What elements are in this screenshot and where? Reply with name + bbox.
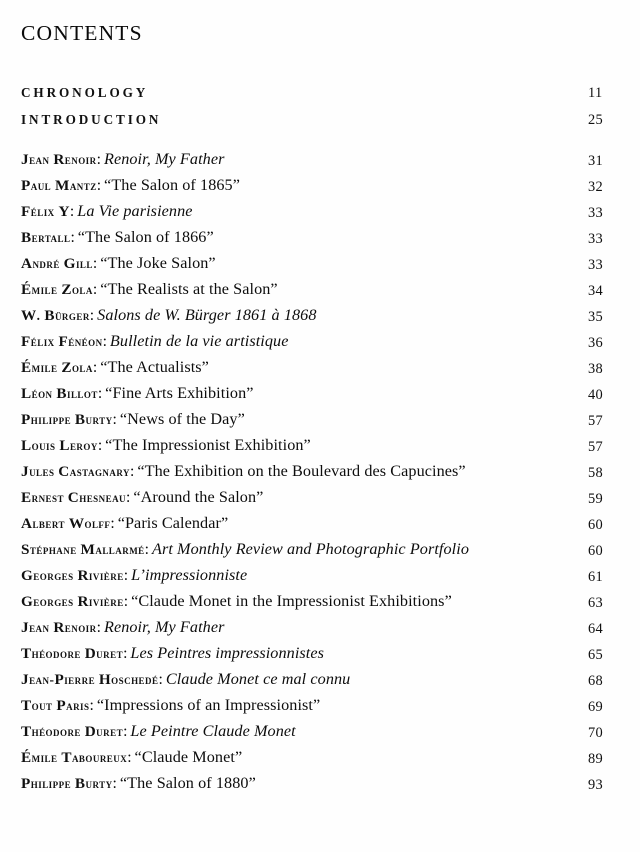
entry-separator: : [70,229,75,246]
entry-author: Paul Mantz [21,177,97,194]
entry-author: Félix Y [21,203,70,220]
entry-author: Léon Billot [21,385,98,402]
entry-page-number: 36 [588,335,603,351]
entry-author: Jean-Pierre Hoschedé [21,671,159,688]
entry-page-number: 33 [588,231,603,247]
entry-page-number: 59 [588,491,603,507]
entry-title: “Claude Monet in the Impressionist Exhibitions” [131,592,452,610]
entry-title: Renoir, My Father [103,618,225,636]
entry-page-number: 60 [588,543,603,559]
toc-entry-row[interactable] [21,722,621,742]
toc-entry-row[interactable] [21,176,621,196]
toc-entry-row[interactable] [21,670,621,690]
entry-separator: : [127,749,132,766]
entry-page-number: 65 [588,647,603,663]
entry-page-number: 69 [588,699,603,715]
entry-title: Les Peintres impressionnistes [130,644,325,662]
entry-author: Georges Rivière [21,593,124,610]
entry-page-number: 61 [588,569,603,585]
entry-author: Georges Rivière [21,567,124,584]
entry-separator: : [112,411,117,428]
entry-title: “The Salon of 1866” [77,228,214,246]
entry-author: Jules Castagnary [21,463,130,480]
toc-frontmatter-row[interactable] [21,84,621,104]
entry-page-number: 34 [588,283,603,299]
entry-title: “The Salon of 1880” [119,774,256,792]
frontmatter-page-number: 25 [588,112,603,128]
entry-author: Théodore Duret [21,723,124,740]
entry-separator: : [89,307,95,324]
entry-separator: : [144,541,149,558]
entry-title: “Paris Calendar” [117,514,229,532]
entry-author: Stéphane Mallarmé [21,541,145,558]
entry-title: “The Exhibition on the Boulevard des Capucines” [137,462,466,480]
entry-page-number: 57 [588,413,603,429]
entry-page-number: 89 [588,751,603,767]
frontmatter-label: CHRONOLOGY [21,85,149,100]
toc-entry-row[interactable] [21,514,621,534]
entry-title: “Claude Monet” [134,748,243,766]
toc-entry-row[interactable] [21,748,621,768]
entry-title: Renoir, My Father [103,150,225,168]
frontmatter-label: INTRODUCTION [21,112,162,127]
entry-separator: : [96,619,101,636]
entry-author: Félix Fénéon [21,333,103,350]
frontmatter-page-number: 11 [588,85,603,101]
entry-title: L’impressionniste [131,566,248,584]
entry-author: Émile Taboureux [21,749,128,766]
entry-separator: : [92,255,98,272]
entry-separator: : [97,437,103,454]
entry-title: Art Monthly Review and Photographic Portfolio [152,540,470,558]
toc-entry-row[interactable] [21,228,621,248]
page-title: CONTENTS [21,21,143,45]
entry-separator: : [126,489,131,506]
entry-author: Tout Paris [21,697,90,714]
entry-title: “The Actualists” [100,358,209,376]
toc-entry-row[interactable] [21,592,621,612]
entry-page-number: 63 [588,595,603,611]
entry-title: “The Salon of 1865” [104,176,240,194]
entry-author: Philippe Burty [21,411,113,428]
entry-separator: : [110,515,115,532]
toc-frontmatter-row[interactable] [21,111,621,131]
toc-entry-row[interactable] [21,358,621,378]
toc-entry-row[interactable] [21,644,621,664]
toc-entry-row[interactable] [21,332,621,352]
entry-title: La Vie parisienne [77,202,193,220]
entry-separator: : [123,723,128,740]
toc-entry-row[interactable] [21,488,621,508]
toc-entry-row[interactable] [21,384,621,404]
entry-author: Émile Zola [21,281,93,298]
toc-entry-row[interactable] [21,540,621,560]
entry-author: Louis Leroy [21,437,98,454]
entry-separator: : [158,671,163,688]
entry-separator: : [129,463,135,480]
entry-author: Philippe Burty [21,775,113,792]
entry-separator: : [92,359,98,376]
entry-title: “The Joke Salon” [100,254,216,272]
entry-separator: : [92,281,98,298]
entry-page-number: 31 [588,153,603,169]
entry-author: Jean Renoir [21,151,97,168]
entry-title: “Fine Arts Exhibition” [105,384,254,402]
entry-separator: : [96,151,101,168]
entry-separator: : [123,593,129,610]
toc-entry-row[interactable] [21,254,621,274]
entry-author: Jean Renoir [21,619,97,636]
entry-page-number: 60 [588,517,603,533]
toc-entry-row[interactable] [21,436,621,456]
entry-page-number: 38 [588,361,603,377]
entry-title: “News of the Day” [119,410,245,428]
entry-title: “The Impressionist Exhibition” [105,436,311,454]
entry-title: Salons de W. Bürger 1861 à 1868 [97,306,317,324]
toc-entry-row[interactable] [21,410,621,430]
entry-title: “The Realists at the Salon” [100,280,278,298]
entry-page-number: 58 [588,465,603,481]
entry-separator: : [69,203,75,220]
entry-page-number: 33 [588,205,603,221]
entry-title: Le Peintre Claude Monet [130,722,296,740]
entry-title: Claude Monet ce mal connu [165,670,351,688]
toc-entry-row[interactable] [21,150,621,170]
entry-separator: : [97,385,103,402]
toc-entry-row[interactable] [21,202,621,222]
entry-author: Bertall [21,229,71,246]
entry-author: Ernest Chesneau [21,489,127,506]
toc-entry-row[interactable] [21,696,621,716]
entry-page-number: 70 [588,725,603,741]
entry-author: André Gill [21,255,93,272]
entry-page-number: 64 [588,621,603,637]
entry-page-number: 35 [588,309,603,325]
entry-page-number: 93 [588,777,603,793]
toc-entry-row[interactable] [21,280,621,300]
entry-author: Théodore Duret [21,645,124,662]
entry-page-number: 68 [588,673,603,689]
entry-title: “Impressions of an Impressionist” [96,696,321,714]
entry-separator: : [123,567,129,584]
entry-author: Albert Wolff [21,515,111,532]
entry-separator: : [123,645,128,662]
toc-entry-row[interactable] [21,774,621,794]
entry-title: Bulletin de la vie artistique [109,332,289,350]
toc-entry-row[interactable] [21,306,621,326]
entry-page-number: 57 [588,439,603,455]
entry-page-number: 33 [588,257,603,273]
entry-page-number: 40 [588,387,603,403]
entry-title: “Around the Salon” [133,488,264,506]
toc-entry-row[interactable] [21,618,621,638]
toc-entry-row[interactable] [21,566,621,586]
entry-separator: : [96,177,102,194]
toc-entry-row[interactable] [21,462,621,482]
entry-separator: : [102,333,107,350]
entry-separator: : [112,775,117,792]
entry-author: W. Bürger [21,307,90,324]
entry-page-number: 32 [588,179,603,195]
entry-author: Émile Zola [21,359,93,376]
entry-separator: : [89,697,94,714]
